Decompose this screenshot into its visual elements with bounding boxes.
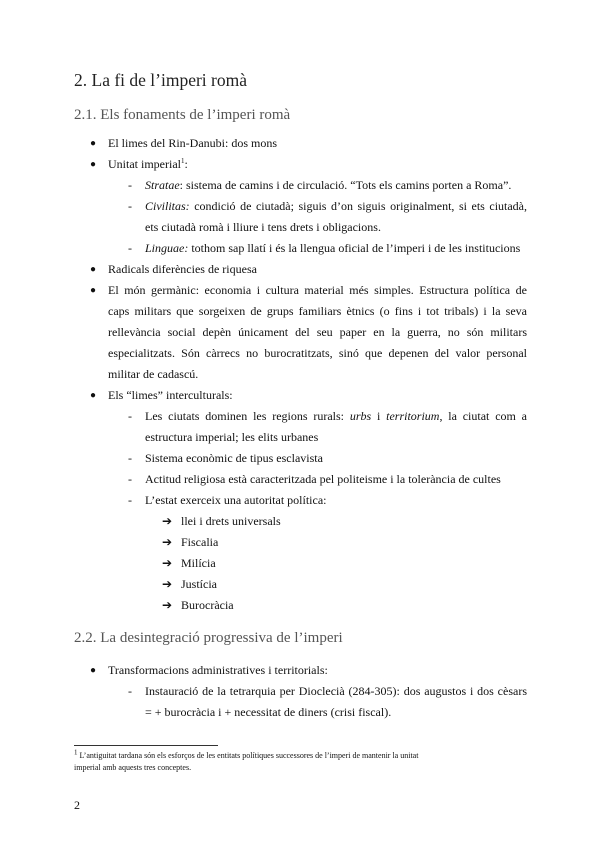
list-item-sistema: Sistema econòmic de tipus esclavista: [145, 451, 323, 465]
page-number: 2: [74, 798, 80, 812]
tetrarquia-line-2: = + burocràcia i + necessitat de diners (crisi fiscal).: [145, 705, 392, 719]
list-item-linguae: [145, 238, 520, 259]
civilitas-line-2: ets ciutadà romà i lliure i tens drets i obligacions.: [145, 220, 381, 234]
linguae-term: Linguae:: [145, 241, 189, 255]
bullet-icon: ●: [90, 665, 97, 676]
germanic-line-5: militar de cadascú.: [108, 367, 199, 381]
arrow-icon: ➔: [162, 598, 173, 612]
subsection-title-2-2: 2.2. La desintegració progressiva de l’imperi: [74, 630, 343, 646]
estat-item-fiscalia: Fiscalia: [181, 535, 219, 549]
footnote-separator: [74, 745, 218, 746]
unitat-label: Unitat imperial: [108, 157, 181, 171]
estat-item-llei: llei i drets universals: [181, 514, 281, 528]
footnote-line-2: imperial amb aquests tres conceptes.: [74, 763, 192, 772]
arrow-icon: ➔: [162, 535, 173, 549]
estat-item-burocracia: Burocràcia: [181, 598, 234, 612]
bullet-icon: ●: [90, 264, 97, 275]
unitat-colon: :: [184, 157, 188, 171]
list-item-germanic: [108, 280, 527, 385]
germanic-line-2: caps militars que sorgeixen de grups familiars ètnics (o fins i tot tribals) i la seva: [108, 304, 527, 318]
civilitas-text-1: condició de ciutadà; siguis d’on siguis originalment, si ets ciutadà,: [194, 199, 528, 213]
footnote: [74, 750, 524, 774]
bullet-icon: ●: [90, 390, 97, 401]
stratae-text: : sistema de camins i de circulació. “Tots els camins porten a Roma”.: [179, 178, 512, 192]
arrow-icon: ➔: [162, 556, 173, 570]
footnote-mark: 1: [74, 748, 78, 757]
tetrarquia-line-1: Instauració de la tetrarquia per Dioclecià (284-305): dos augustos i dos cèsars: [145, 684, 527, 698]
civilitas-line-1: [145, 196, 527, 217]
estat-item-milicia: Milícia: [181, 556, 216, 570]
list-item-radicals: Radicals diferències de riquesa: [108, 262, 257, 276]
ciutats-urbs: urbs: [349, 409, 372, 423]
dash-icon: -: [128, 684, 132, 698]
footnote-text-1: L’antiguitat tardana són els esforços de les entitats polítiques successores de l’imperi de mantenir la unitat: [79, 751, 419, 760]
subsection-title-2-1: 2.1. Els fonaments de l’imperi romà: [74, 107, 291, 123]
list-item-tetrarquia: [145, 681, 527, 723]
linguae-text: tothom sap llatí i és la llengua oficial de l’imperi i de les institucions: [191, 241, 521, 255]
dash-icon: -: [128, 472, 132, 486]
ciutats-line-1: [145, 406, 527, 427]
germanic-line-4: especialitzats. Són càrrecs no burocratitzats, sinó que depenen del valor personal: [108, 346, 527, 360]
list-item-limes: El limes del Rin-Danubi: dos mons: [108, 136, 277, 150]
dash-icon: -: [128, 241, 132, 255]
footnote-line-1: [74, 750, 524, 762]
bullet-icon: ●: [90, 285, 97, 296]
list-item-transformacions: Transformacions administratives i territorials:: [108, 663, 328, 677]
ciutats-line-2: estructura imperial; les elits urbanes: [145, 430, 319, 444]
list-item-actitud: Actitud religiosa està caracteritzada pel politeisme i la tolerància de cultes: [145, 472, 501, 486]
dash-icon: -: [128, 451, 132, 465]
dash-icon: -: [128, 493, 132, 507]
list-item-civilitas: [145, 196, 527, 238]
germanic-line-1: El món germànic: economia i cultura material més simples. Estructura política de: [108, 283, 527, 297]
ciutats-text-a: Les ciutats dominen les regions rurals:: [145, 409, 350, 423]
dash-icon: -: [128, 409, 132, 423]
arrow-icon: ➔: [162, 514, 173, 528]
list-item-unitat: [108, 154, 188, 175]
dash-icon: -: [128, 178, 132, 192]
civilitas-term: Civilitas:: [145, 199, 190, 213]
ciutats-text-b: , la ciutat com a: [439, 409, 527, 423]
dash-icon: -: [128, 199, 132, 213]
list-item-estat: L’estat exerceix una autoritat política:: [145, 493, 327, 507]
ciutats-territorium: territorium: [386, 409, 440, 423]
list-item-ciutats: [145, 406, 527, 448]
section-title: 2. La fi de l’imperi romà: [74, 70, 247, 90]
estat-item-justicia: Justícia: [181, 577, 217, 591]
list-item-limes-interculturals: Els “limes” interculturals:: [108, 388, 233, 402]
bullet-icon: ●: [90, 159, 97, 170]
germanic-line-3: rellevància social depèn únicament del seu paper en la guerra, no són militars: [108, 325, 527, 339]
bullet-icon: ●: [90, 138, 97, 149]
stratae-term: Stratae: [145, 178, 180, 192]
arrow-icon: ➔: [162, 577, 173, 591]
footnote-ref[interactable]: 1: [180, 157, 185, 165]
list-item-stratae: [145, 175, 511, 196]
ciutats-i: i: [371, 409, 387, 423]
